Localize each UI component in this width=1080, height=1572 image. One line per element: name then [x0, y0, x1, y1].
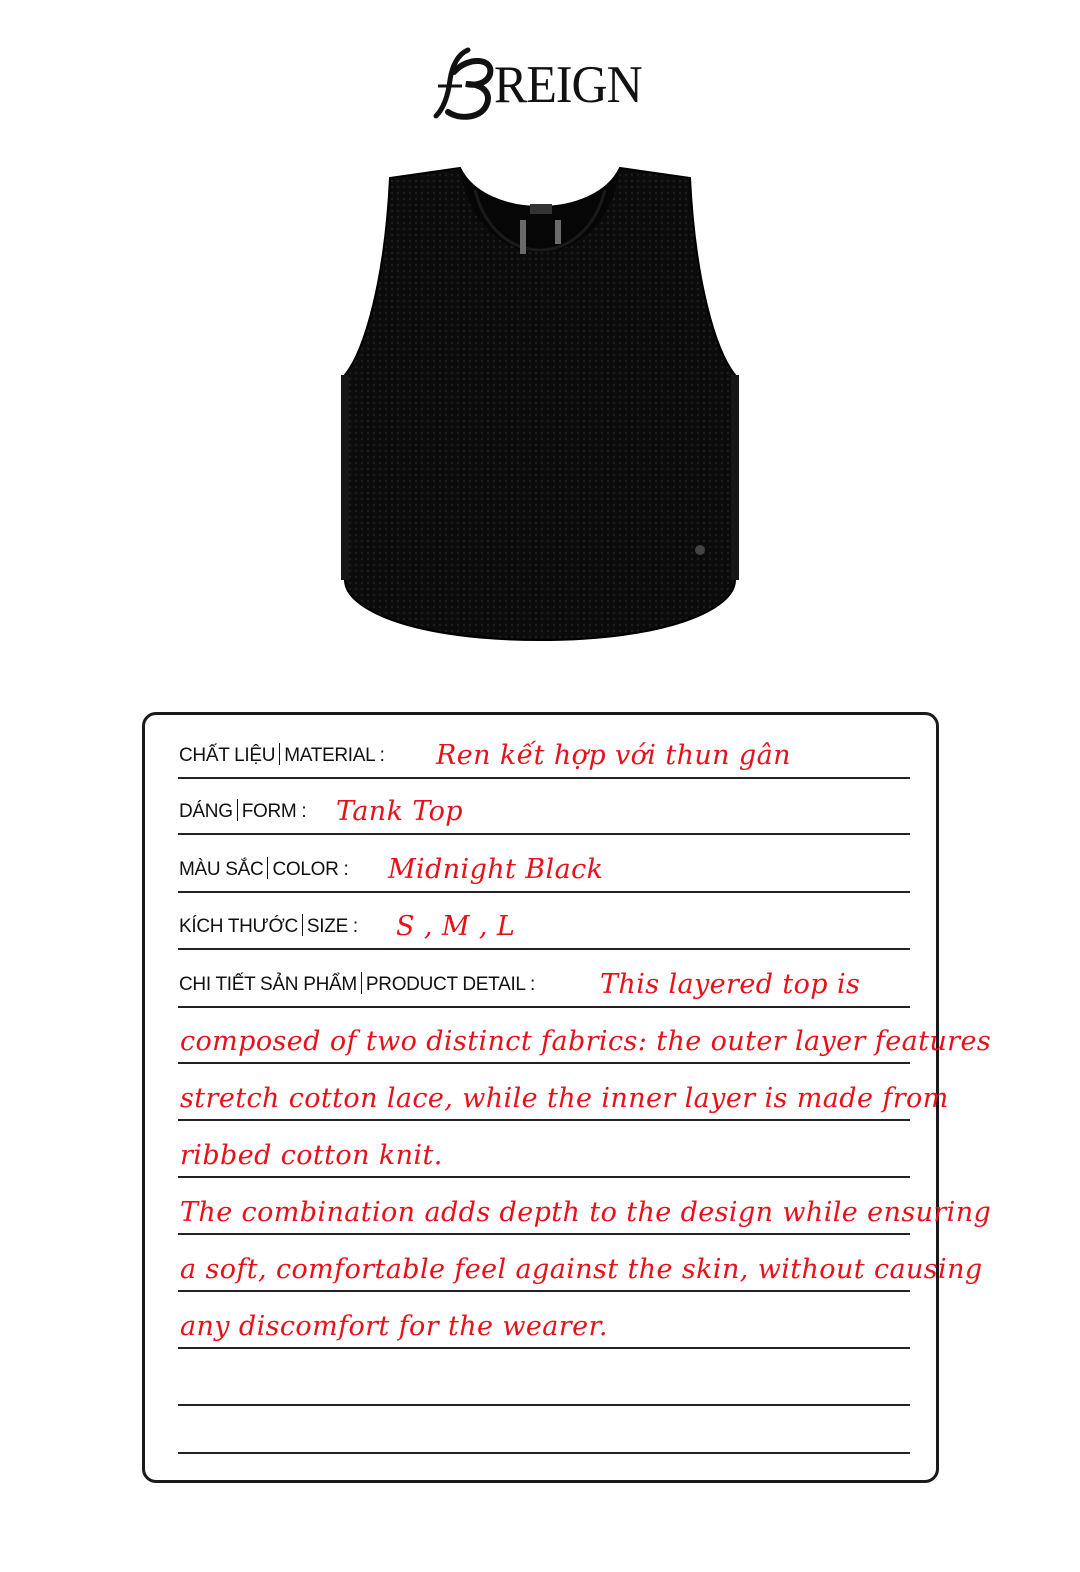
field-material	[178, 723, 910, 779]
color-value: Midnight Black	[388, 854, 604, 885]
rule-line	[178, 1176, 910, 1178]
rule-line	[178, 833, 910, 835]
rule-line	[178, 1062, 910, 1064]
detail-line-text: stretch cotton lace, while the inner layer is made from	[180, 1083, 949, 1114]
spec-card	[142, 712, 992, 1483]
rule-line	[178, 891, 910, 893]
rule-line	[178, 1233, 910, 1235]
rule-line	[178, 1452, 910, 1454]
form-label: DÁNG FORM :	[179, 801, 307, 822]
detail-line	[178, 1122, 910, 1178]
product-detail-value: This layered top is	[600, 969, 861, 1000]
detail-line-text: ribbed cotton knit.	[180, 1140, 443, 1171]
field-size	[178, 894, 910, 950]
rule-line	[178, 1347, 910, 1349]
size-label: KÍCH THƯỚC SIZE :	[179, 916, 358, 937]
brand-monogram-icon	[428, 44, 500, 124]
field-color	[178, 837, 910, 893]
field-product-detail	[178, 952, 910, 1008]
material-value: Ren kết hợp với thun gân	[436, 740, 791, 771]
detail-line	[178, 1236, 983, 1292]
product-image	[335, 160, 745, 650]
detail-line	[178, 1008, 992, 1064]
material-label: CHẤT LIỆU MATERIAL :	[179, 745, 385, 766]
color-label: MÀU SẮC COLOR :	[179, 859, 349, 880]
detail-line	[178, 1179, 992, 1235]
brand-logo	[428, 44, 652, 124]
detail-line-text: a soft, comfortable feel against the skin, without causing	[180, 1254, 983, 1285]
detail-line	[178, 1293, 910, 1349]
detail-line	[178, 1065, 949, 1121]
tank-top-illustration	[335, 160, 745, 650]
rule-line	[178, 1290, 910, 1292]
detail-line-text: The combination adds depth to the design while ensuring	[180, 1197, 992, 1228]
size-value: S , M , L	[396, 911, 516, 942]
detail-line-text: composed of two distinct fabrics: the outer layer features	[180, 1026, 992, 1057]
detail-line	[178, 1398, 910, 1454]
product-detail-label: CHI TIẾT SẢN PHẨM PRODUCT DETAIL :	[179, 974, 535, 995]
brand-name: REIGN	[494, 54, 642, 114]
field-form	[178, 779, 910, 835]
rule-line	[178, 948, 910, 950]
form-value: Tank Top	[336, 796, 463, 827]
detail-line-text: any discomfort for the wearer.	[180, 1311, 608, 1342]
rule-line	[178, 1119, 910, 1121]
